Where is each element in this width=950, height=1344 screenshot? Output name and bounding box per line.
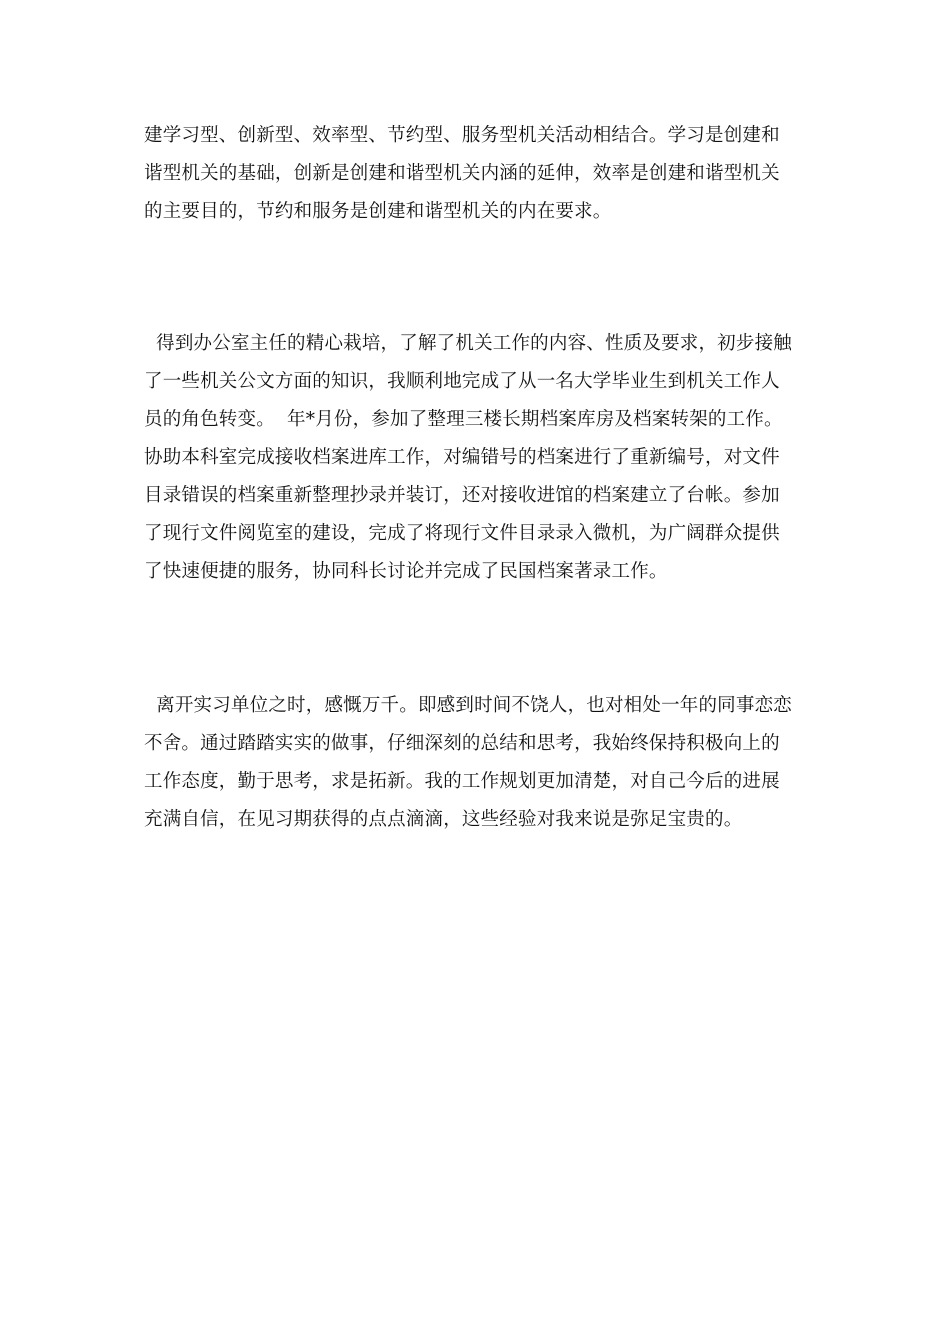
paragraph-line: 目录错误的档案重新整理抄录并装订，还对接收进馆的档案建立了台帐。参加 — [144, 485, 780, 506]
paragraph-line: 了现行文件阅览室的建设，完成了将现行文件目录录入微机，为广阔群众提供 — [144, 523, 780, 544]
paragraph-line: 不舍。通过踏踏实实的做事，仔细深刻的总结和思考，我始终保持积极向上的 — [144, 733, 780, 754]
paragraph-line: 谐型机关的基础，创新是创建和谐型机关内涵的延伸，效率是创建和谐型机关 — [144, 163, 780, 184]
paragraph-line: 充满自信，在见习期获得的点点滴滴，这些经验对我来说是弥足宝贵的。 — [144, 809, 743, 830]
paragraph-line: 员的角色转变。 年*月份，参加了整理三楼长期档案库房及档案转架的工作。 — [144, 409, 783, 430]
paragraph-1 — [144, 117, 808, 231]
paragraph-line: 协助本科室完成接收档案进库工作，对编错号的档案进行了重新编号，对文件 — [144, 447, 780, 468]
paragraph-line: 工作态度，勤于思考，求是拓新。我的工作规划更加清楚，对自己今后的进展 — [144, 771, 780, 792]
paragraph-line: 了一些机关公文方面的知识，我顺利地完成了从一名大学毕业生到机关工作人 — [144, 371, 780, 392]
paragraph-line: 得到办公室主任的精心栽培，了解了机关工作的内容、性质及要求，初步接触 — [144, 333, 792, 354]
paragraph-line: 离开实习单位之时，感慨万千。即感到时间不饶人，也对相处一年的同事恋恋 — [144, 695, 792, 716]
paragraph-3 — [144, 687, 808, 839]
paragraph-line: 了快速便捷的服务，协同科长讨论并完成了民国档案著录工作。 — [144, 561, 668, 582]
paragraph-line: 建学习型、创新型、效率型、节约型、服务型机关活动相结合。学习是创建和 — [144, 125, 780, 146]
paragraph-line: 的主要目的，节约和服务是创建和谐型机关的内在要求。 — [144, 201, 612, 222]
paragraph-2 — [144, 325, 808, 591]
